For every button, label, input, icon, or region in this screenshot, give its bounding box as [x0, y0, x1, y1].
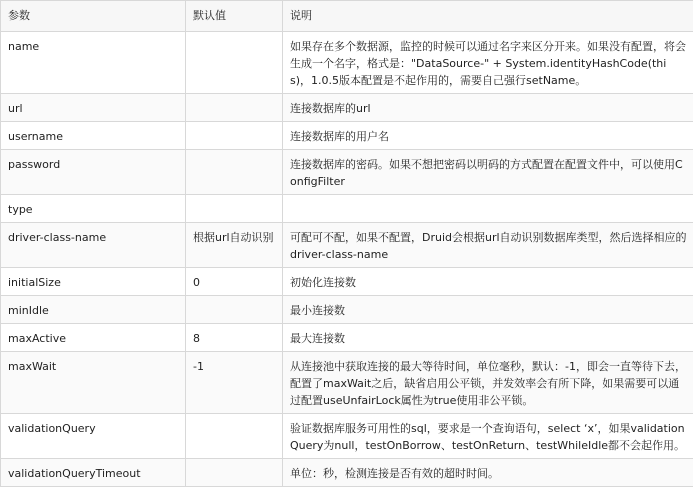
cell-default	[186, 296, 283, 324]
cell-description	[283, 195, 693, 223]
cell-default: -1	[186, 352, 283, 414]
cell-description: 从连接池中获取连接的最大等待时间，单位毫秒，默认：-1，即会一直等待下去，配置了maxWait之后，缺省启用公平锁，并发效率会有所下降，如果需要可以通过配置useUnfairLock属性为true使用非公平锁。	[283, 352, 693, 414]
cell-param: url	[1, 94, 186, 122]
cell-param: username	[1, 122, 186, 150]
cell-default	[186, 122, 283, 150]
table-row	[1, 414, 693, 459]
table-row	[1, 32, 693, 94]
cell-param: maxActive	[1, 324, 186, 352]
cell-description: 如果存在多个数据源，监控的时候可以通过名字来区分开来。如果没有配置，将会生成一个名字，格式是："DataSource-" + System.identityHashCode(this)，1.0.5版本配置是不起作用的，需要自己强行setName。	[283, 32, 693, 94]
cell-param: maxWait	[1, 352, 186, 414]
cell-param: minIdle	[1, 296, 186, 324]
cell-description: 验证数据库服务可用性的sql，要求是一个查询语句，select ‘x’，如果validationQuery为null，testOnBorrow、testOnReturn、testWhileIdle都不会起作用。	[283, 414, 693, 459]
cell-description: 最小连接数	[283, 296, 693, 324]
cell-default	[186, 150, 283, 195]
cell-description: 最大连接数	[283, 324, 693, 352]
cell-param: validationQuery	[1, 414, 186, 459]
table-row	[1, 352, 693, 414]
cell-default	[186, 94, 283, 122]
cell-param: initialSize	[1, 268, 186, 296]
cell-description: 初始化连接数	[283, 268, 693, 296]
cell-param: validationQueryTimeout	[1, 459, 186, 487]
header-param: 参数	[1, 1, 186, 32]
cell-default: 根据url自动识别	[186, 223, 283, 268]
cell-default	[186, 195, 283, 223]
table-row	[1, 459, 693, 487]
table-row	[1, 195, 693, 223]
cell-default	[186, 32, 283, 94]
cell-param: name	[1, 32, 186, 94]
table-row	[1, 122, 693, 150]
cell-param: driver-class-name	[1, 223, 186, 268]
table-row	[1, 150, 693, 195]
table-row	[1, 296, 693, 324]
table-row	[1, 268, 693, 296]
cell-description: 连接数据库的密码。如果不想把密码以明码的方式配置在配置文件中，可以使用ConfigFilter	[283, 150, 693, 195]
cell-description: 可配可不配，如果不配置，Druid会根据url自动识别数据库类型，然后选择相应的driver-class-name	[283, 223, 693, 268]
cell-description: 单位：秒，检测连接是否有效的超时时间。	[283, 459, 693, 487]
table-header-row	[1, 1, 693, 32]
cell-description: 连接数据库的url	[283, 94, 693, 122]
cell-param: type	[1, 195, 186, 223]
cell-param: password	[1, 150, 186, 195]
cell-default: 0	[186, 268, 283, 296]
cell-default: 8	[186, 324, 283, 352]
cell-description: 连接数据库的用户名	[283, 122, 693, 150]
table-row	[1, 324, 693, 352]
header-description: 说明	[283, 1, 693, 32]
table-row	[1, 223, 693, 268]
cell-default	[186, 414, 283, 459]
table-row	[1, 94, 693, 122]
header-default: 默认值	[186, 1, 283, 32]
cell-default	[186, 459, 283, 487]
